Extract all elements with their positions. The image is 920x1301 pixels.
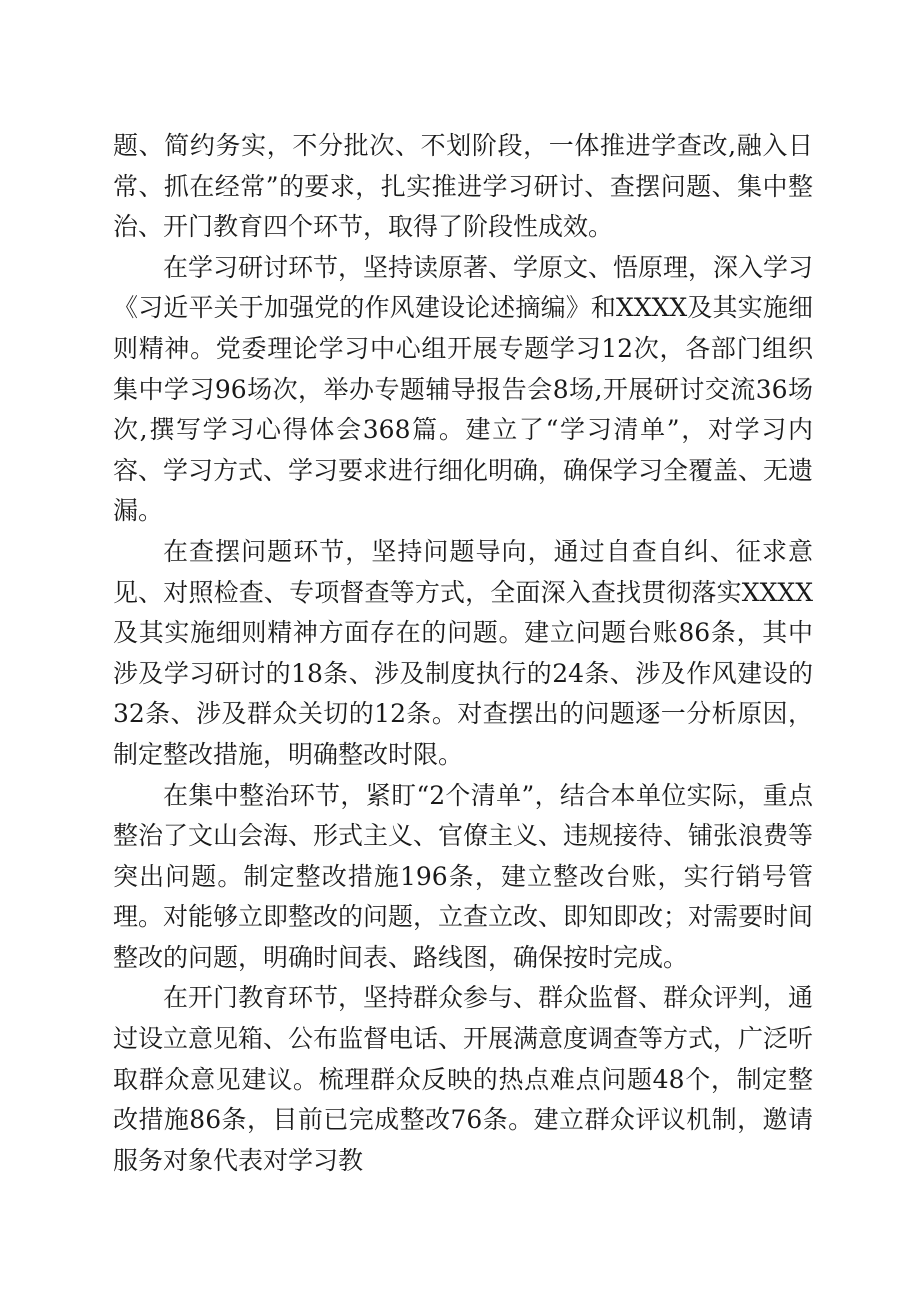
paragraph-problem-finding: 在查摆问题环节，坚持问题导向，通过自查自纠、征求意见、对照检查、专项督查等方式，全面深入查找贯彻落实XXXX及其实施细则精神方面存在的问题。建立问题台账86条，其中涉及学习研讨的18条、涉及制度执行的24条、涉及作风建设的32条、涉及群众关切的12条。对查摆出的问题逐一分析原因，制定整改措施，明确整改时限。 xyxy=(113,536,813,769)
paragraph-rectification: 在集中整治环节，紧盯“2个清单”，结合本单位实际，重点整治了文山会海、形式主义、官僚主义、违规接待、铺张浪费等突出问题。制定整改措施196条，建立整改台账，实行销号管理。对能够立即整改的问题，立查立改、即知即改；对需要时间整改的问题，明确时间表、路线图，确保按时完成。 xyxy=(113,780,814,972)
paragraph-open-education: 在开门教育环节，坚持群众参与、群众监督、群众评判，通过设立意见箱、公布监督电话、开展满意度调查等方式，广泛听取群众意见建议。梳理群众反映的热点难点问题48个，制定整改措施86条，目前已完成整改76条。建立群众评议机制，邀请服务对象代表对学习教 xyxy=(113,983,814,1175)
document-body xyxy=(113,126,813,1181)
paragraph-continuation: 题、简约务实，不分批次、不划阶段，一体推进学查改,融入日常、抓在经常”的要求，扎实推进学习研讨、查摆问题、集中整治、开门教育四个环节，取得了阶段性成效。 xyxy=(113,131,813,242)
paragraph-study-discussion: 在学习研讨环节，坚持读原著、学原文、悟原理，深入学习《习近平关于加强党的作风建设论述摘编》和XXXX及其实施细则精神。党委理论学习中心组开展专题学习12次，各部门组织集中学习96场次，举办专题辅导报告会8场,开展研讨交流36场次,撰写学习心得体会368篇。建立了“学习清单”，对学习内容、学习方式、学习要求进行细化明确，确保学习全覆盖、无遗漏。 xyxy=(113,252,814,526)
